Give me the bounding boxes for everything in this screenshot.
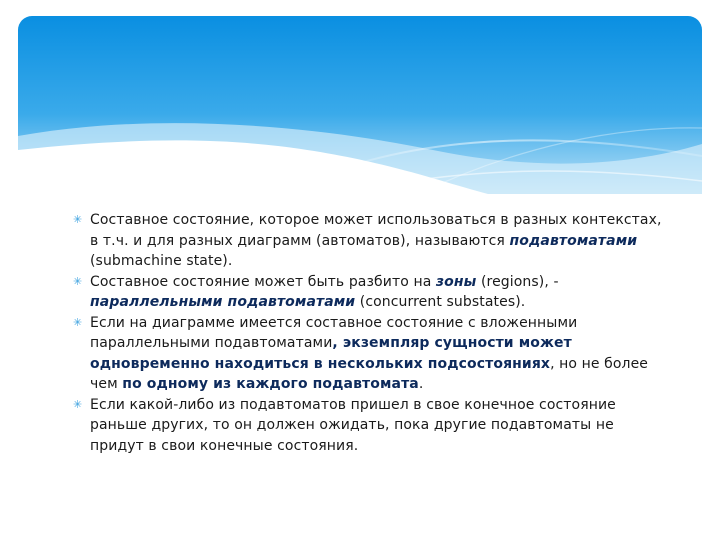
- item-emphasis: подавтоматами: [509, 232, 638, 249]
- list-item: [72, 313, 672, 395]
- header-banner: [18, 16, 702, 194]
- item-text: Если какой-либо из подавтоматов пришел в свое конечное состояние раньше других, то он должен ожидать, пока другие подавтоматы не придут в свои конечные состояния.: [90, 396, 616, 454]
- item-bold: по одному из каждого подавтомата: [122, 376, 419, 392]
- list-item: [72, 272, 672, 313]
- sky-wave-graphic: [18, 16, 702, 194]
- asterisk-bullet-icon: ✳: [73, 213, 83, 226]
- list-item: [72, 395, 672, 457]
- asterisk-bullet-icon: ✳: [73, 397, 83, 411]
- item-text: (concurrent substates).: [355, 294, 526, 310]
- content-area: [72, 210, 672, 456]
- asterisk-bullet-icon: ✳: [73, 274, 83, 288]
- item-text: Если на диаграмме имеется составное состояние с вложенными параллельными подавтоматами: [90, 314, 578, 351]
- item-text: .: [418, 376, 424, 392]
- list-item: [72, 210, 672, 272]
- bullet-list: [72, 210, 672, 456]
- item-text: , но не более чем: [90, 355, 649, 392]
- item-emphasis: зоны: [435, 273, 477, 290]
- asterisk-bullet-icon: ✳: [73, 315, 83, 329]
- item-text: Составное состояние, которое может использоваться в разных контекстах, в т.ч. и для разных диаграмм (автоматов), называются: [90, 212, 662, 249]
- item-text: (submachine state).: [90, 253, 233, 269]
- item-text: Составное состояние может быть разбито на: [90, 273, 436, 290]
- item-bold: , экземпляр сущности может одновременно находиться в нескольких подсостояниях: [90, 335, 572, 372]
- item-text: (regions), -: [476, 273, 559, 290]
- item-emphasis: параллельными подавтоматами: [90, 294, 356, 310]
